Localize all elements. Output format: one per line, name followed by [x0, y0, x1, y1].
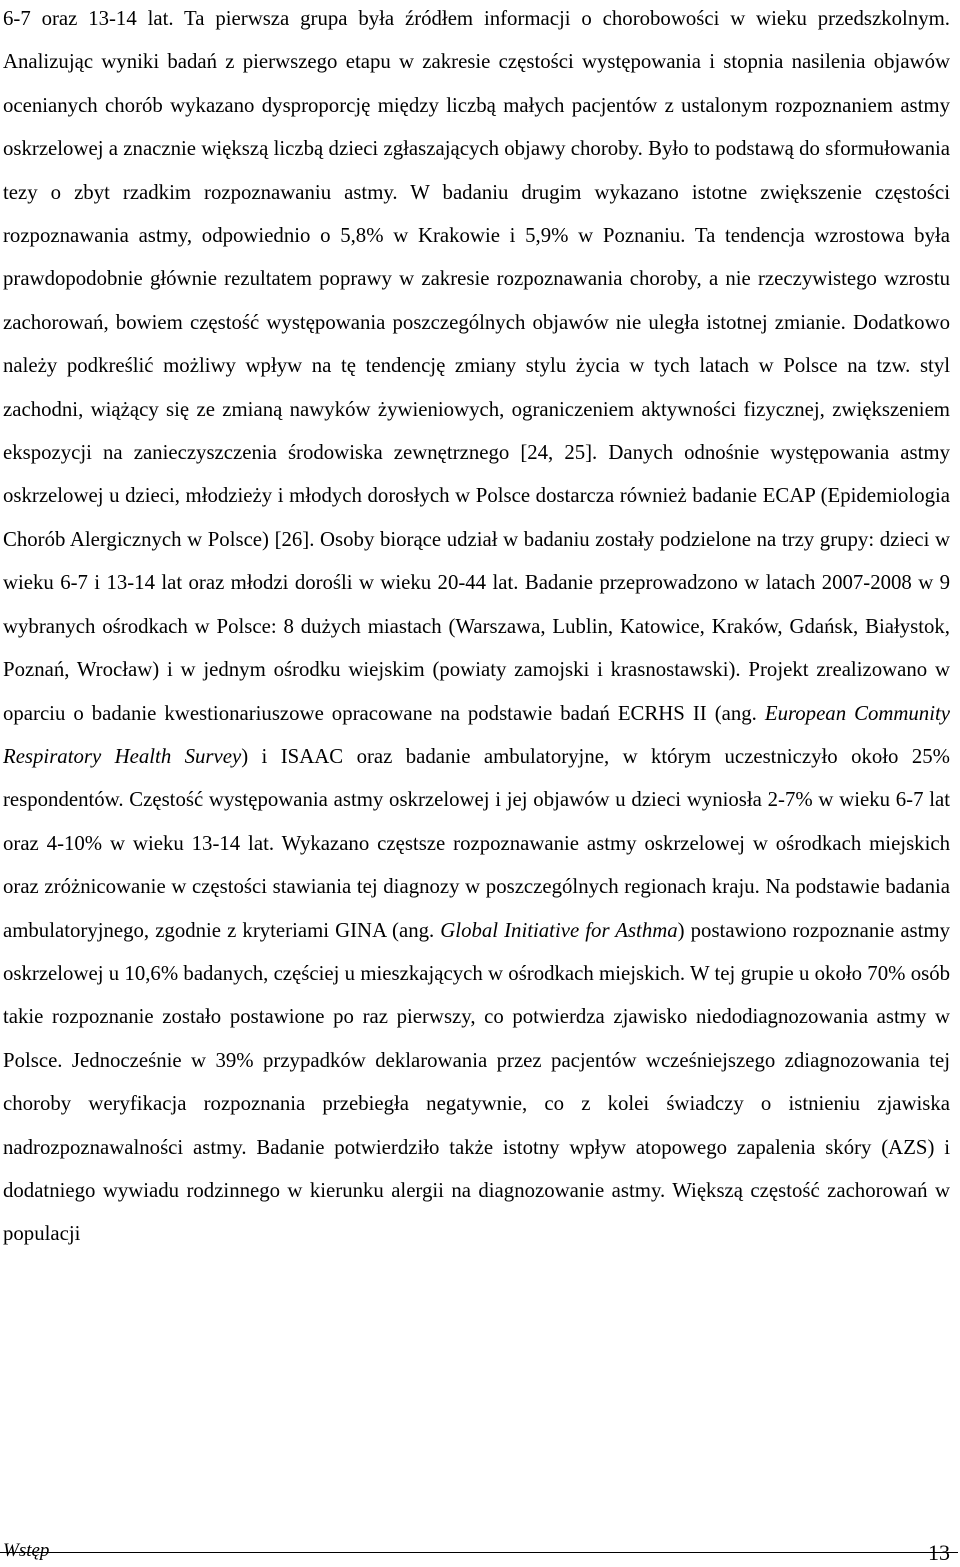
italic-term: European Community Respiratory Health Survey [3, 701, 950, 768]
page-number: 13 [928, 1540, 950, 1565]
footer-divider [0, 1552, 958, 1553]
text-run: ) i ISAAC oraz badanie ambulatoryjne, w którym uczestniczyło około 25% respondentów. Częstość występowania astmy oskrzelowej i jej objawów u dzieci wyniosła 2-7% w wieku 6-7 lat oraz 4-10% w wieku 13-14 lat. Wykazano częstsze rozpoznawanie astmy oskrzelowej w ośrodkach miejskich oraz zróżnicowanie w częstości stawiania tej diagnozy w poszczególnych regionach kraju. Na podstawie badania ambulatoryjnego, zgodnie z kryteriami GINA (ang. [3, 744, 950, 942]
body-paragraph [3, 0, 950, 1256]
italic-term: Global Initiative for Asthma [440, 918, 678, 942]
text-run: ) postawiono rozpoznanie astmy oskrzelowej u 10,6% badanych, częściej u mieszkających w ośrodkach miejskich. W tej grupie u około 70% osób takie rozpoznanie zostało postawione po raz pierwszy, co potwierdza zjawisko niedodiagnozowania astmy w Polsce. Jednocześnie w 39% przypadków deklarowania przez pacjentów wcześniejszego zdiagnozowania tej choroby weryfikacja rozpoznania przebiegła negatywnie, co z kolei świadczy o istnieniu zjawiska nadrozpoznawalności astmy. Badanie potwierdziło także istotny wpływ atopowego zapalenia skóry (AZS) i dodatniego wywiadu rodzinnego w kierunku alergii na diagnozowanie astmy. Większą częstość zachorowań w populacji [3, 918, 950, 1246]
footer-section-title: Wstęp [3, 1540, 50, 1561]
text-run: 6-7 oraz 13-14 lat. Ta pierwsza grupa była źródłem informacji o chorobowości w wieku przedszkolnym. Analizując wyniki badań z pierwszego etapu w zakresie częstości występowania i stopnia nasilenia objawów ocenianych chorób wykazano dysproporcję między liczbą małych pacjentów z ustalonym rozpoznaniem astmy oskrzelowej a znacznie większą liczbą dzieci zgłaszających objawy choroby. Było to podstawą do sformułowania tezy o zbyt rzadkim rozpoznawaniu astmy. W badaniu drugim wykazano istotne zwiększenie częstości rozpoznawania astmy, odpowiednio o 5,8% w Krakowie i 5,9% w Poznaniu. Ta tendencja wzrostowa była prawdopodobnie głównie rezultatem poprawy w zakresie rozpoznawania choroby, a nie rzeczywistego wzrostu zachorowań, bowiem częstość występowania poszczególnych objawów nie uległa istotnej zmianie. Dodatkowo należy podkreślić możliwy wpływ na tę tendencję zmiany stylu życia w tych latach w Polsce na tzw. styl zachodni, wiążący się ze zmianą nawyków żywieniowych, ograniczeniem aktywności fizycznej, zwiększeniem ekspozycji na zanieczyszczenia środowiska zewnętrznego [24, 25]. Danych odnośnie występowania astmy oskrzelowej u dzieci, młodzieży i młodych dorosłych w Polsce dostarcza również badanie ECAP (Epidemiologia Chorób Alergicznych w Polsce) [26]. Osoby biorące udział w badaniu zostały podzielone na trzy grupy: dzieci w wieku 6-7 i 13-14 lat oraz młodzi dorośli w wieku 20-44 lat. Badanie przeprowadzono w latach 2007-2008 w 9 wybranych ośrodkach w Polsce: 8 dużych miastach (Warszawa, Lublin, Katowice, Kraków, Gdańsk, Białystok, Poznań, Wrocław) i w jednym ośrodku wiejskim (powiaty zamojski i krasnostawski). Projekt zrealizowano w oparciu o badanie kwestionariuszowe opracowane na podstawie badań ECRHS II (ang. [3, 7, 950, 725]
